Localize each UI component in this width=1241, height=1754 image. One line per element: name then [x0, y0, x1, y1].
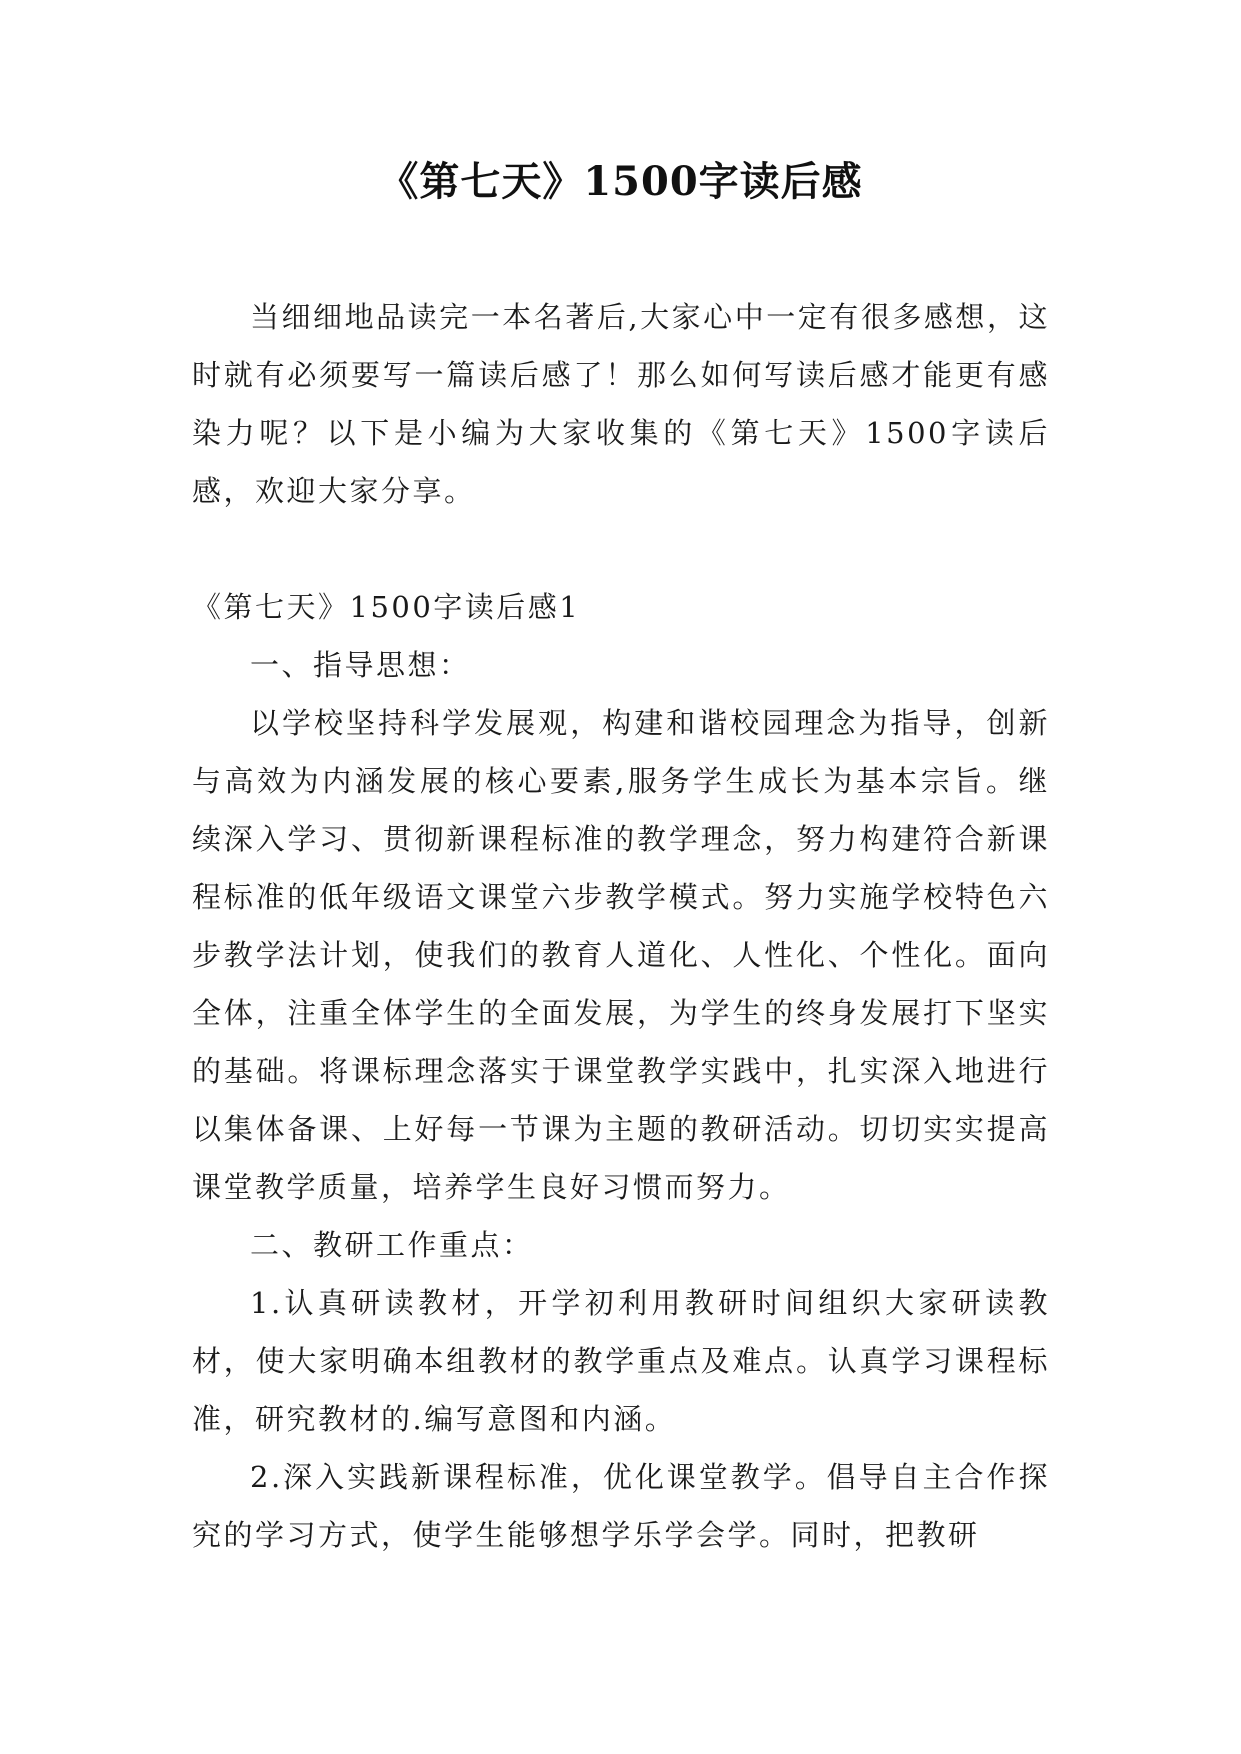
- heading-guiding-thought: 一、指导思想：: [250, 648, 471, 682]
- document-title: 《第七天》1500字读后感: [378, 158, 863, 205]
- list-item: 2.深入实践新课程标准，优化课堂教学。倡导自主合作探究的学习方式，使学生能够想学乐学会学。同时，把教研: [192, 1460, 1050, 1552]
- guiding-thought-paragraph: 以学校坚持科学发展观，构建和谐校园理念为指导，创新与高效为内涵发展的核心要素,服务学生成长为基本宗旨。继续深入学习、贯彻新课程标准的教学理念，努力构建符合新课程标准的低年级语文课堂六步教学模式。努力实施学校特色六步教学法计划，使我们的教育人道化、人性化、个性化。面向全体，注重全体学生的全面发展，为学生的终身发展打下坚实的基础。将课标理念落实于课堂教学实践中，扎实深入地进行以集体备课、上好每一节课为主题的教研活动。切切实实提高课堂教学质量，培养学生良好习惯而努力。: [192, 706, 1050, 1204]
- document-body: [192, 288, 1050, 1564]
- section-heading: 《第七天》1500字读后感1: [192, 590, 581, 624]
- paragraph-spacer: [192, 520, 1050, 578]
- list-item: 1.认真研读教材，开学初利用教研时间组织大家研读教材，使大家明确本组教材的教学重点及难点。认真学习课程标准，研究教材的.编写意图和内涵。: [192, 1286, 1050, 1436]
- intro-paragraph: 当细细地品读完一本名著后,大家心中一定有很多感想，这时就有必须要写一篇读后感了！那么如何写读后感才能更有感染力呢？以下是小编为大家收集的《第七天》1500字读后感，欢迎大家分享。: [192, 300, 1050, 508]
- heading-research-focus: 二、教研工作重点：: [250, 1228, 534, 1262]
